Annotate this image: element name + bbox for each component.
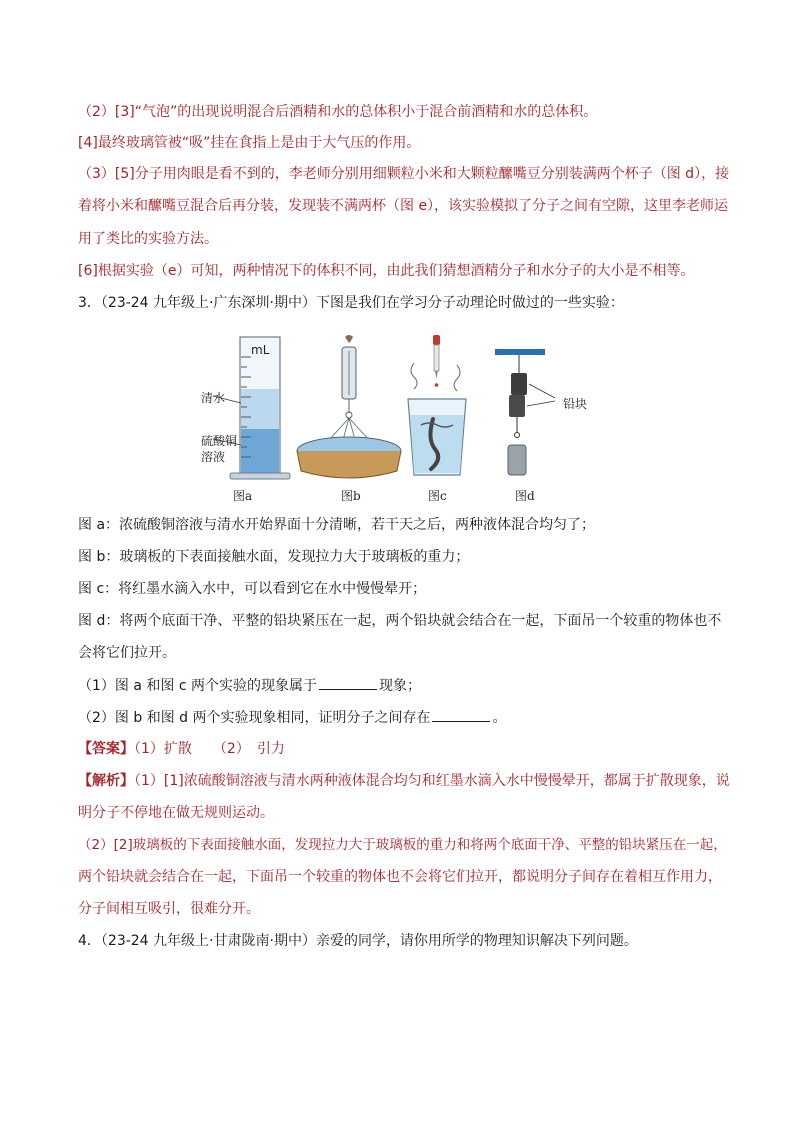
figure-description: 图 b：玻璃板的下表面接触水面，发现拉力大于玻璃板的重力； bbox=[78, 549, 470, 565]
analysis-line: 两个铅块就会结合在一起，下面吊一个较重的物体也不会将它们拉开，都说明分子间存在着相互作用力， bbox=[78, 869, 722, 885]
spring-scale-icon bbox=[297, 335, 401, 478]
analysis-line: [6]根据实验（e）可知，两种情况下的体积不同，由此我们猜想酒精分子和水分子的大小是不相等。 bbox=[78, 263, 695, 279]
figure-description: 图 d：将两个底面干净、平整的铅块紧压在一起，两个铅块就会结合在一起，下面吊一个较重的物体也不 bbox=[78, 613, 722, 629]
figure-description: 图 a：浓硫酸铜溶液与清水开始界面十分清晰，若干天之后，两种液体混合均匀了； bbox=[78, 517, 596, 533]
answer-tag: 【答案】 bbox=[78, 741, 134, 757]
sub-question-1: （1）图 a 和图 c 两个实验的现象属于 现象； bbox=[78, 675, 728, 696]
figure-description: 图 c：将红墨水滴入水中，可以看到它在水中慢慢晕开； bbox=[78, 581, 427, 597]
analysis-line: 分子间相互吸引，很难分开。 bbox=[78, 901, 260, 917]
figure-caption: 图c bbox=[428, 489, 447, 503]
figure-caption: 图b bbox=[341, 489, 361, 503]
solution-label: 硫酸铜 bbox=[201, 434, 238, 448]
answer-blank bbox=[319, 675, 377, 690]
lead-label: 铅块 bbox=[563, 397, 588, 411]
figure-description: 会将它们拉开。 bbox=[78, 645, 176, 661]
figure-caption: 图a bbox=[233, 489, 253, 503]
solution-label: 溶液 bbox=[201, 450, 226, 464]
unit-label: mL bbox=[251, 343, 270, 357]
question-4-stem: 4．（23-24 九年级上·甘肃陇南·期中）亲爱的同学，请你用所学的物理知识解决下列问题。 bbox=[78, 933, 638, 949]
analysis-tag: 【解析】 bbox=[78, 773, 134, 789]
analysis-line: （2）[3]“气泡”的出现说明混合后酒精和水的总体积小于混合前酒精和水的总体积。 bbox=[78, 104, 598, 120]
analysis-line: 【解析】（1）[1]浓硫酸铜溶液与清水两种液体混合均匀和红墨水滴入水中慢慢晕开，都属于扩散现象，说 bbox=[78, 773, 730, 789]
water-label: 清水 bbox=[201, 391, 226, 405]
lead-blocks-icon bbox=[495, 349, 555, 475]
analysis-line: 明分子不停地在做无规则运动。 bbox=[78, 805, 274, 821]
answer-blank bbox=[432, 707, 490, 722]
analysis-line: [4]最终玻璃管被“吸”挂在食指上是由于大气压的作用。 bbox=[78, 135, 421, 151]
analysis-line: （2）[2]玻璃板的下表面接触水面，发现拉力大于玻璃板的重力和将两个底面干净、平整的铅块紧压在一起， bbox=[78, 837, 727, 853]
sub-question-2: （2）图 b 和图 d 两个实验现象相同，证明分子之间存在 。 bbox=[78, 707, 728, 728]
analysis-line: （3）[5]分子用肉眼是看不到的，李老师分别用细颗粒小米和大颗粒醿嘴豆分别装满两个杯子（图 d），接 bbox=[78, 166, 730, 182]
answer-line: 【答案】（1）扩散 （2） 引力 bbox=[78, 741, 285, 757]
analysis-line: 着将小米和醿嘴豆混合后再分装，发现装不满两杯（图 e），该实验模拟了分子之间有空隙，这里李老师运 bbox=[78, 198, 729, 214]
experiment-figure bbox=[195, 333, 595, 505]
analysis-line: 用了类比的实验方法。 bbox=[78, 231, 218, 247]
figure-caption: 图d bbox=[515, 489, 535, 503]
beaker-dropper-icon bbox=[408, 335, 466, 475]
question-3-stem: 3．（23-24 九年级上·广东深圳·期中）下图是我们在学习分子动理论时做过的一些实验： bbox=[78, 295, 624, 311]
